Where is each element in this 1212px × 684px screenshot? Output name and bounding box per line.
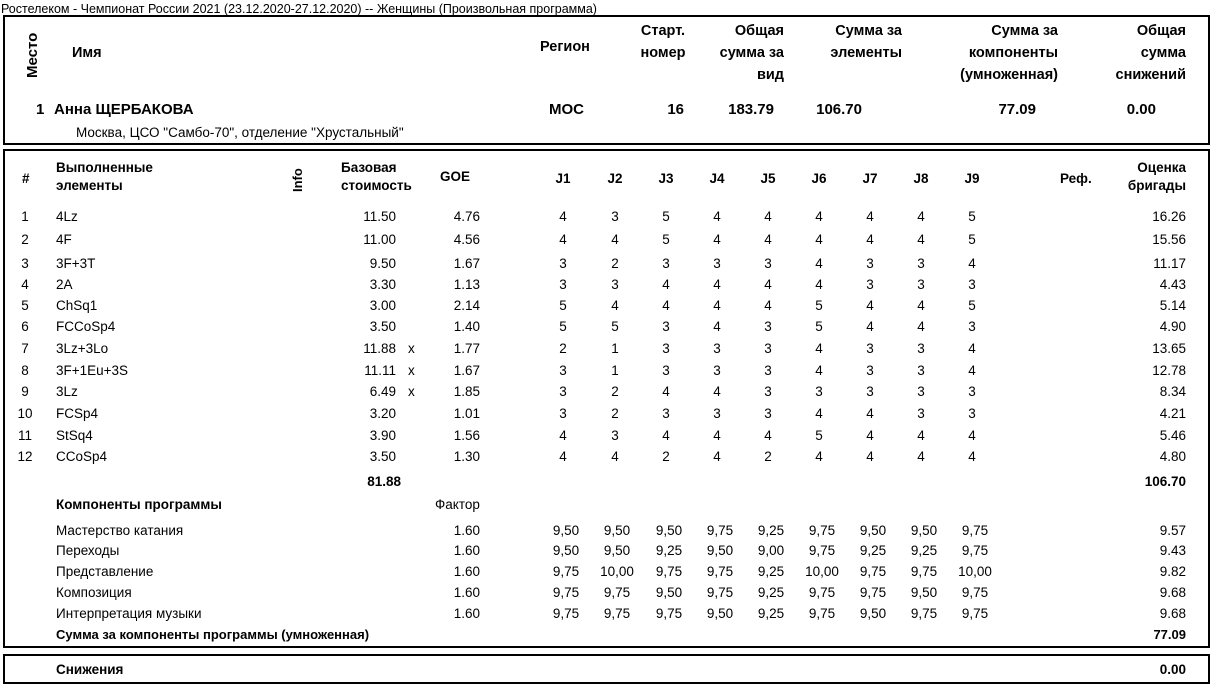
element-number: 10	[17, 406, 33, 421]
total-segment-header: Общая сумма за вид	[719, 23, 784, 83]
skater-elements-sum: 106.70	[816, 101, 862, 118]
element-panel-score: 4.43	[1159, 277, 1186, 292]
element-judge-score: 4	[764, 209, 772, 224]
component-judge-score: 9,75	[808, 523, 836, 538]
element-panel-score: 13.65	[1152, 341, 1186, 356]
component-judge-score: 9,25	[757, 585, 785, 600]
element-judge-score: 4	[713, 449, 721, 464]
component-judge-score: 9,50	[859, 523, 887, 538]
element-goe: 1.01	[453, 406, 480, 421]
element-number: 1	[21, 209, 29, 224]
element-judge-score: 4	[764, 232, 772, 247]
element-judge-score: 4	[611, 298, 619, 313]
element-judge-score: 4	[764, 428, 772, 443]
element-judge-score: 3	[662, 363, 670, 378]
element-panel-score: 5.14	[1159, 298, 1186, 313]
element-judge-score: 3	[662, 319, 670, 334]
element-judge-score: 5	[559, 319, 567, 334]
element-judge-score: 3	[917, 363, 925, 378]
component-panel-score: 9.68	[1159, 585, 1186, 600]
component-judge-score: 9,75	[808, 543, 836, 558]
component-judge-score: 9,50	[552, 523, 580, 538]
element-judge-score: 5	[559, 298, 567, 313]
component-judge-score: 9,75	[961, 606, 989, 621]
element-goe: 2.14	[453, 298, 480, 313]
judge-header: J3	[658, 171, 674, 186]
element-judge-score: 1	[611, 341, 619, 356]
component-judge-score: 9,25	[757, 564, 785, 579]
components-sum-header: Сумма за компоненты (умноженная)	[960, 23, 1058, 83]
element-base-value: 11.50	[363, 209, 396, 224]
component-judge-score: 9,75	[961, 543, 989, 558]
element-goe: 4.76	[453, 209, 480, 224]
element-judge-score: 4	[866, 406, 874, 421]
element-judge-score: 4	[713, 209, 721, 224]
factor-header: Фактор	[435, 497, 480, 512]
component-judge-score: 9,25	[655, 543, 683, 558]
component-judge-score: 9,50	[655, 523, 683, 538]
element-number: 8	[21, 363, 29, 378]
element-judge-score: 3	[866, 256, 874, 271]
element-judge-score: 3	[917, 256, 925, 271]
total-deductions-header: Общая сумма снижений	[1115, 23, 1186, 83]
element-judge-score: 3	[815, 384, 823, 399]
element-judge-score: 4	[713, 319, 721, 334]
element-judge-score: 4	[917, 428, 925, 443]
element-name: 2A	[56, 277, 73, 292]
element-number: 2	[21, 232, 29, 247]
element-judge-score: 3	[917, 406, 925, 421]
element-base-value: 3.00	[369, 298, 396, 313]
component-panel-score: 9.68	[1159, 606, 1186, 621]
component-judge-score: 10,00	[958, 564, 992, 579]
element-panel-score: 4.80	[1159, 449, 1186, 464]
element-goe: 1.67	[453, 256, 480, 271]
element-base-value: 11.00	[363, 232, 396, 247]
component-panel-score: 9.57	[1159, 523, 1186, 538]
component-judge-score: 9,50	[706, 543, 734, 558]
element-judge-score: 3	[662, 256, 670, 271]
component-name: Композиция	[56, 585, 132, 600]
element-x-mark: x	[408, 384, 415, 399]
deductions-total: 0.00	[1159, 662, 1186, 677]
component-judge-score: 9,75	[859, 585, 887, 600]
goe-header: GOE	[440, 169, 471, 184]
element-judge-score: 4	[764, 298, 772, 313]
element-judge-score: 5	[968, 298, 976, 313]
element-judge-score: 4	[815, 277, 823, 292]
element-judge-score: 3	[968, 384, 976, 399]
components-total: 77.09	[1153, 627, 1186, 642]
component-judge-score: 9,50	[603, 543, 631, 558]
element-base-value: 3.20	[369, 406, 396, 421]
element-judge-score: 4	[968, 363, 976, 378]
element-name: ChSq1	[56, 298, 98, 313]
element-judge-score: 2	[611, 256, 619, 271]
element-judge-score: 3	[764, 384, 772, 399]
component-panel-score: 9.82	[1159, 564, 1186, 579]
component-panel-score: 9.43	[1159, 543, 1186, 558]
component-judge-score: 9,50	[910, 585, 938, 600]
element-judge-score: 3	[866, 363, 874, 378]
component-judge-score: 9,75	[808, 606, 836, 621]
component-judge-score: 9,50	[655, 585, 683, 600]
elements-total: 106.70	[1144, 474, 1186, 489]
element-panel-score: 11.17	[1153, 256, 1186, 271]
component-factor: 1.60	[453, 585, 480, 600]
element-judge-score: 4	[917, 232, 925, 247]
element-number: 3	[21, 256, 29, 271]
element-judge-score: 5	[815, 428, 823, 443]
element-base-value: 11.88	[363, 341, 396, 356]
elements-header: Выполненные элементы	[56, 160, 153, 193]
component-judge-score: 9,75	[552, 606, 580, 621]
element-x-mark: x	[408, 341, 415, 356]
element-panel-score: 8.34	[1159, 384, 1186, 399]
element-judge-score: 4	[662, 384, 670, 399]
element-number: 5	[21, 298, 29, 313]
component-factor: 1.60	[453, 606, 480, 621]
judge-header: J9	[964, 171, 980, 186]
element-base-value: 3.50	[369, 319, 396, 334]
element-goe: 1.30	[453, 449, 480, 464]
start-number-header: Старт. номер	[640, 23, 686, 61]
component-factor: 1.60	[453, 543, 480, 558]
element-judge-score: 5	[815, 298, 823, 313]
element-judge-score: 5	[662, 232, 670, 247]
element-panel-score: 4.90	[1159, 319, 1186, 334]
element-judge-score: 4	[815, 232, 823, 247]
element-name: 3Lz	[56, 384, 78, 399]
elements-sum-header: Сумма за элементы	[830, 23, 902, 61]
element-judge-score: 4	[815, 209, 823, 224]
element-goe: 4.56	[453, 232, 480, 247]
component-judge-score: 9,75	[706, 564, 734, 579]
ref-header: Реф.	[1060, 171, 1092, 186]
element-name: 3F+3T	[56, 256, 96, 271]
element-panel-score: 12.78	[1152, 363, 1186, 378]
component-judge-score: 9,75	[706, 585, 734, 600]
component-judge-score: 9,50	[603, 523, 631, 538]
element-judge-score: 3	[968, 277, 976, 292]
panel-score-header: Оценка бригады	[1127, 160, 1186, 193]
element-judge-score: 4	[968, 428, 976, 443]
element-base-value: 3.50	[369, 449, 396, 464]
element-judge-score: 3	[764, 256, 772, 271]
element-judge-score: 4	[713, 384, 721, 399]
component-judge-score: 9,75	[961, 585, 989, 600]
element-judge-score: 5	[611, 319, 619, 334]
skater-club: Москва, ЦСО "Самбо-70", отделение "Хрустальный"	[76, 125, 404, 140]
component-judge-score: 9,00	[757, 543, 785, 558]
element-judge-score: 4	[815, 341, 823, 356]
element-judge-score: 3	[917, 277, 925, 292]
component-factor: 1.60	[453, 564, 480, 579]
components-total-label: Сумма за компоненты программы (умноженная)	[56, 627, 370, 642]
element-name: 3F+1Eu+3S	[56, 363, 129, 378]
element-judge-score: 3	[662, 341, 670, 356]
element-x-mark: x	[408, 363, 415, 378]
component-name: Интерпретация музыки	[56, 606, 202, 621]
element-panel-score: 4.21	[1159, 406, 1186, 421]
element-name: 4F	[56, 232, 72, 247]
judge-header: J5	[760, 171, 776, 186]
element-judge-score: 3	[662, 406, 670, 421]
element-base-value: 9.50	[369, 256, 396, 271]
region-header: Регион	[540, 39, 590, 55]
element-judge-score: 3	[559, 277, 567, 292]
element-judge-score: 3	[866, 277, 874, 292]
skater-name: Анна ЩЕРБАКОВА	[54, 101, 194, 118]
component-judge-score: 9,25	[757, 523, 785, 538]
element-goe: 1.85	[453, 384, 480, 399]
element-name: StSq4	[56, 428, 93, 443]
element-judge-score: 4	[968, 341, 976, 356]
element-judge-score: 4	[917, 298, 925, 313]
component-judge-score: 9,75	[859, 564, 887, 579]
component-judge-score: 9,50	[706, 606, 734, 621]
component-judge-score: 9,75	[706, 523, 734, 538]
element-judge-score: 3	[764, 363, 772, 378]
element-judge-score: 4	[713, 277, 721, 292]
component-judge-score: 9,25	[910, 543, 938, 558]
element-judge-score: 3	[559, 406, 567, 421]
element-judge-score: 3	[968, 319, 976, 334]
component-judge-score: 9,75	[961, 523, 989, 538]
element-judge-score: 3	[713, 363, 721, 378]
component-judge-score: 9,25	[757, 606, 785, 621]
component-factor: 1.60	[453, 523, 480, 538]
element-judge-score: 2	[611, 384, 619, 399]
component-judge-score: 9,75	[655, 564, 683, 579]
judge-header: J8	[913, 171, 929, 186]
component-judge-score: 9,75	[603, 585, 631, 600]
element-goe: 1.67	[453, 363, 480, 378]
skater-total-deductions: 0.00	[1126, 101, 1156, 118]
element-judge-score: 4	[917, 449, 925, 464]
element-judge-score: 4	[611, 232, 619, 247]
element-judge-score: 3	[611, 209, 619, 224]
component-name: Представление	[56, 564, 154, 579]
component-judge-score: 9,75	[910, 606, 938, 621]
element-goe: 1.77	[453, 341, 480, 356]
element-goe: 1.13	[453, 277, 480, 292]
element-number: 11	[17, 428, 32, 443]
element-name: FCCoSp4	[56, 319, 116, 334]
deductions-box	[3, 654, 1210, 684]
judge-header: J6	[811, 171, 827, 186]
element-judge-score: 4	[764, 277, 772, 292]
element-panel-score: 16.26	[1152, 209, 1186, 224]
element-judge-score: 4	[866, 319, 874, 334]
judge-header: J7	[862, 171, 878, 186]
element-judge-score: 1	[611, 363, 619, 378]
element-base-value: 3.30	[369, 277, 396, 292]
element-base-value: 3.90	[369, 428, 396, 443]
element-judge-score: 4	[968, 449, 976, 464]
element-panel-score: 5.46	[1159, 428, 1186, 443]
element-judge-score: 4	[968, 256, 976, 271]
element-panel-score: 15.56	[1152, 232, 1186, 247]
element-judge-score: 3	[917, 384, 925, 399]
base-total: 81.88	[367, 474, 401, 489]
element-judge-score: 3	[764, 319, 772, 334]
element-judge-score: 4	[559, 209, 567, 224]
skater-total-segment: 183.79	[728, 101, 774, 118]
component-judge-score: 9,50	[910, 523, 938, 538]
element-judge-score: 4	[713, 298, 721, 313]
info-header: Info	[290, 168, 305, 192]
element-judge-score: 3	[713, 341, 721, 356]
component-name: Мастерство катания	[56, 523, 184, 538]
skater-region: MOC	[549, 101, 584, 118]
element-judge-score: 4	[917, 319, 925, 334]
element-judge-score: 3	[764, 406, 772, 421]
component-judge-score: 9,75	[603, 606, 631, 621]
element-judge-score: 4	[713, 428, 721, 443]
element-judge-score: 4	[917, 209, 925, 224]
element-judge-score: 4	[866, 232, 874, 247]
element-judge-score: 4	[662, 428, 670, 443]
element-goe: 1.56	[453, 428, 480, 443]
element-judge-score: 4	[866, 298, 874, 313]
element-judge-score: 3	[866, 341, 874, 356]
name-header: Имя	[72, 45, 102, 61]
num-header: #	[22, 171, 30, 186]
component-judge-score: 10,00	[805, 564, 839, 579]
skater-components-sum: 77.09	[998, 101, 1036, 118]
element-judge-score: 4	[713, 232, 721, 247]
element-goe: 1.40	[453, 319, 480, 334]
element-judge-score: 4	[866, 449, 874, 464]
element-judge-score: 4	[815, 256, 823, 271]
element-judge-score: 4	[662, 298, 670, 313]
component-judge-score: 10,00	[600, 564, 634, 579]
element-judge-score: 4	[559, 428, 567, 443]
component-judge-score: 9,75	[655, 606, 683, 621]
element-judge-score: 4	[866, 428, 874, 443]
element-judge-score: 2	[662, 449, 670, 464]
element-judge-score: 3	[559, 363, 567, 378]
element-name: 4Lz	[56, 209, 78, 224]
skater-place: 1	[36, 101, 45, 118]
element-base-value: 11.11	[364, 363, 396, 378]
element-judge-score: 5	[662, 209, 670, 224]
element-judge-score: 5	[968, 232, 976, 247]
element-judge-score: 4	[559, 449, 567, 464]
component-judge-score: 9,75	[552, 585, 580, 600]
place-header: Место	[24, 32, 41, 78]
element-judge-score: 3	[559, 256, 567, 271]
element-judge-score: 2	[559, 341, 567, 356]
element-number: 12	[17, 449, 33, 464]
element-judge-score: 4	[866, 209, 874, 224]
element-judge-score: 5	[968, 209, 976, 224]
element-judge-score: 3	[866, 384, 874, 399]
element-judge-score: 5	[815, 319, 823, 334]
judge-header: J1	[555, 171, 571, 186]
element-judge-score: 4	[662, 277, 670, 292]
judge-header: J2	[607, 171, 623, 186]
deductions-label: Снижения	[56, 662, 124, 677]
element-name: CCoSp4	[56, 449, 108, 464]
element-judge-score: 4	[815, 363, 823, 378]
judge-header: J4	[709, 171, 725, 186]
element-number: 7	[21, 341, 29, 356]
element-base-value: 6.49	[369, 384, 396, 399]
element-name: FCSp4	[56, 406, 99, 421]
element-number: 9	[21, 384, 29, 399]
element-judge-score: 3	[559, 384, 567, 399]
element-judge-score: 3	[764, 341, 772, 356]
component-judge-score: 9,50	[859, 606, 887, 621]
element-number: 4	[21, 277, 29, 292]
element-judge-score: 4	[559, 232, 567, 247]
component-name: Переходы	[56, 543, 120, 558]
component-judge-score: 9,75	[552, 564, 580, 579]
element-judge-score: 4	[815, 406, 823, 421]
element-judge-score: 3	[917, 341, 925, 356]
element-judge-score: 2	[764, 449, 772, 464]
component-judge-score: 9,75	[808, 585, 836, 600]
components-title: Компоненты программы	[56, 497, 222, 512]
element-judge-score: 3	[713, 406, 721, 421]
event-title: Ростелеком - Чемпионат России 2021 (23.12.2020-27.12.2020) -- Женщины (Произвольная программа)	[1, 2, 597, 16]
skater-start-number: 16	[667, 101, 684, 118]
element-judge-score: 3	[713, 256, 721, 271]
component-judge-score: 9,25	[859, 543, 887, 558]
element-judge-score: 3	[611, 428, 619, 443]
element-name: 3Lz+3Lo	[56, 341, 109, 356]
base-value-header: Базовая стоимость	[341, 160, 412, 193]
element-judge-score: 3	[611, 277, 619, 292]
element-judge-score: 4	[815, 449, 823, 464]
element-judge-score: 3	[968, 406, 976, 421]
element-number: 6	[21, 319, 29, 334]
component-judge-score: 9,50	[552, 543, 580, 558]
element-judge-score: 2	[611, 406, 619, 421]
element-judge-score: 4	[611, 449, 619, 464]
component-judge-score: 9,75	[910, 564, 938, 579]
